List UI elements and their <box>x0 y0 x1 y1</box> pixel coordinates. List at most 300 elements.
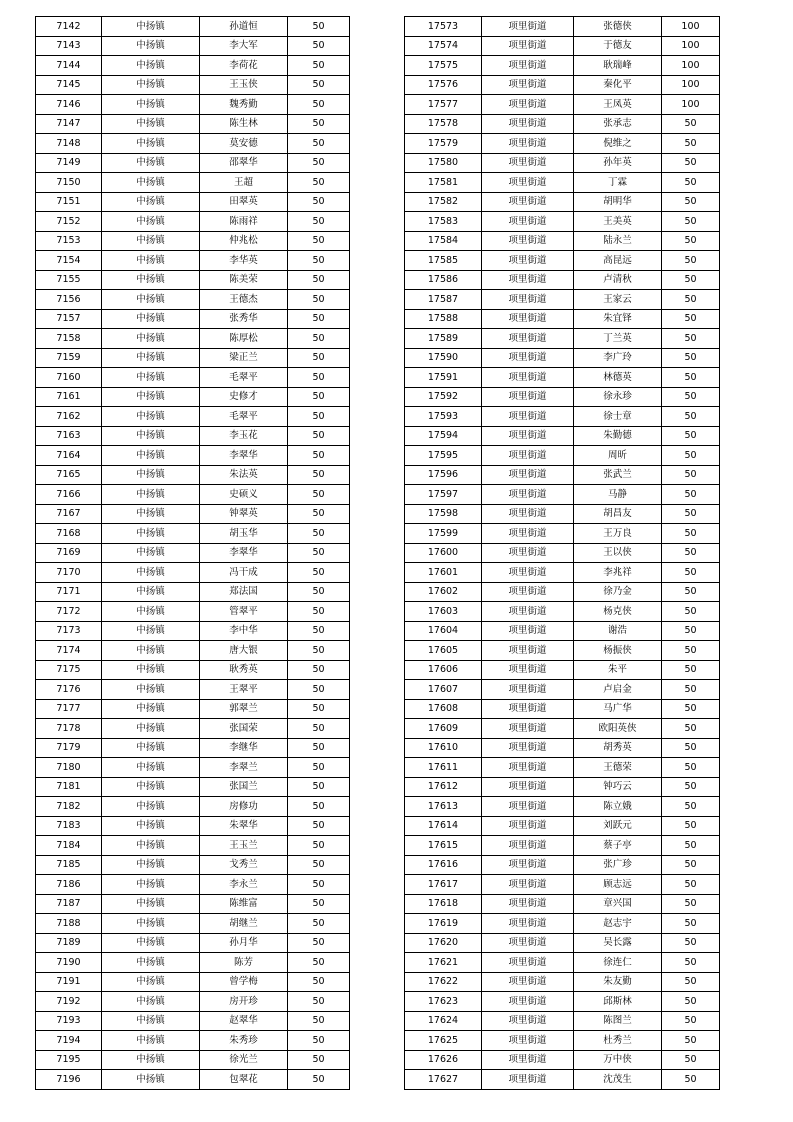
serial-number-cell: 7175 <box>36 660 102 680</box>
serial-number-cell: 17597 <box>405 485 482 505</box>
table-row <box>36 1031 350 1051</box>
name-cell: 孙年英 <box>574 153 662 173</box>
serial-number-cell: 17576 <box>405 75 482 95</box>
name-cell: 高昆远 <box>574 251 662 271</box>
name-cell: 马广华 <box>574 699 662 719</box>
right-roster-table <box>404 16 720 1090</box>
town-cell: 项里街道 <box>482 212 574 232</box>
amount-cell: 50 <box>662 368 720 388</box>
amount-cell: 50 <box>288 309 350 329</box>
table-row <box>36 992 350 1012</box>
town-cell: 中扬镇 <box>102 270 200 290</box>
amount-cell: 50 <box>662 602 720 622</box>
town-cell: 中扬镇 <box>102 465 200 485</box>
name-cell: 陈维富 <box>200 894 288 914</box>
table-row <box>405 485 720 505</box>
amount-cell: 50 <box>662 173 720 193</box>
table-row <box>405 212 720 232</box>
table-row <box>36 582 350 602</box>
table-row <box>405 953 720 973</box>
amount-cell: 50 <box>662 699 720 719</box>
name-cell: 王凤英 <box>574 95 662 115</box>
amount-cell: 50 <box>288 192 350 212</box>
table-row <box>36 56 350 76</box>
serial-number-cell: 17606 <box>405 660 482 680</box>
table-row <box>36 1011 350 1031</box>
town-cell: 项里街道 <box>482 641 574 661</box>
table-row <box>405 933 720 953</box>
amount-cell: 50 <box>662 251 720 271</box>
amount-cell: 50 <box>662 758 720 778</box>
name-cell: 李永兰 <box>200 875 288 895</box>
name-cell: 毛翠平 <box>200 407 288 427</box>
name-cell: 耿瑞峰 <box>574 56 662 76</box>
name-cell: 唐大银 <box>200 641 288 661</box>
serial-number-cell: 17588 <box>405 309 482 329</box>
table-row <box>405 465 720 485</box>
name-cell: 李中华 <box>200 621 288 641</box>
name-cell: 朱法英 <box>200 465 288 485</box>
serial-number-cell: 7188 <box>36 914 102 934</box>
amount-cell: 50 <box>288 582 350 602</box>
table-row <box>36 387 350 407</box>
name-cell: 李翠华 <box>200 446 288 466</box>
serial-number-cell: 7147 <box>36 114 102 134</box>
table-row <box>36 953 350 973</box>
amount-cell: 50 <box>288 56 350 76</box>
town-cell: 中扬镇 <box>102 114 200 134</box>
serial-number-cell: 7176 <box>36 680 102 700</box>
left-roster-table <box>35 16 350 1090</box>
town-cell: 中扬镇 <box>102 797 200 817</box>
serial-number-cell: 7174 <box>36 641 102 661</box>
right-roster-body <box>405 17 720 1090</box>
amount-cell: 50 <box>662 153 720 173</box>
serial-number-cell: 17621 <box>405 953 482 973</box>
serial-number-cell: 17577 <box>405 95 482 115</box>
serial-number-cell: 7192 <box>36 992 102 1012</box>
table-row <box>405 894 720 914</box>
town-cell: 中扬镇 <box>102 1050 200 1070</box>
table-row <box>36 699 350 719</box>
table-row <box>405 1070 720 1090</box>
table-row <box>36 602 350 622</box>
amount-cell: 50 <box>288 1070 350 1090</box>
serial-number-cell: 17618 <box>405 894 482 914</box>
name-cell: 李大军 <box>200 36 288 56</box>
name-cell: 孙月华 <box>200 933 288 953</box>
town-cell: 中扬镇 <box>102 933 200 953</box>
table-row <box>36 465 350 485</box>
amount-cell: 50 <box>288 914 350 934</box>
serial-number-cell: 7166 <box>36 485 102 505</box>
table-row <box>36 719 350 739</box>
town-cell: 项里街道 <box>482 992 574 1012</box>
amount-cell: 50 <box>288 641 350 661</box>
name-cell: 王家云 <box>574 290 662 310</box>
town-cell: 项里街道 <box>482 56 574 76</box>
table-row <box>405 309 720 329</box>
town-cell: 项里街道 <box>482 173 574 193</box>
table-row <box>36 621 350 641</box>
table-row <box>405 914 720 934</box>
name-cell: 徐永珍 <box>574 387 662 407</box>
serial-number-cell: 17614 <box>405 816 482 836</box>
town-cell: 项里街道 <box>482 894 574 914</box>
amount-cell: 100 <box>662 56 720 76</box>
table-row <box>36 407 350 427</box>
serial-number-cell: 7184 <box>36 836 102 856</box>
table-row <box>405 95 720 115</box>
table-row <box>36 933 350 953</box>
table-row <box>405 602 720 622</box>
name-cell: 李翠兰 <box>200 758 288 778</box>
table-row <box>405 797 720 817</box>
table-row <box>405 816 720 836</box>
name-cell: 丁霖 <box>574 173 662 193</box>
serial-number-cell: 17593 <box>405 407 482 427</box>
town-cell: 中扬镇 <box>102 914 200 934</box>
name-cell: 赵翠华 <box>200 1011 288 1031</box>
town-cell: 中扬镇 <box>102 582 200 602</box>
name-cell: 胡玉华 <box>200 524 288 544</box>
town-cell: 项里街道 <box>482 758 574 778</box>
town-cell: 项里街道 <box>482 309 574 329</box>
table-row <box>36 95 350 115</box>
amount-cell: 50 <box>662 660 720 680</box>
town-cell: 项里街道 <box>482 368 574 388</box>
town-cell: 项里街道 <box>482 563 574 583</box>
table-row <box>36 816 350 836</box>
serial-number-cell: 7149 <box>36 153 102 173</box>
name-cell: 陈雨祥 <box>200 212 288 232</box>
table-row <box>405 972 720 992</box>
name-cell: 张国兰 <box>200 777 288 797</box>
serial-number-cell: 7179 <box>36 738 102 758</box>
town-cell: 中扬镇 <box>102 368 200 388</box>
serial-number-cell: 7143 <box>36 36 102 56</box>
table-row <box>36 563 350 583</box>
table-row <box>36 290 350 310</box>
name-cell: 徐光兰 <box>200 1050 288 1070</box>
table-row <box>405 621 720 641</box>
table-row <box>405 251 720 271</box>
amount-cell: 50 <box>662 797 720 817</box>
amount-cell: 50 <box>288 212 350 232</box>
amount-cell: 50 <box>662 504 720 524</box>
name-cell: 丁兰英 <box>574 329 662 349</box>
town-cell: 项里街道 <box>482 231 574 251</box>
amount-cell: 50 <box>288 387 350 407</box>
amount-cell: 50 <box>288 543 350 563</box>
amount-cell: 50 <box>662 582 720 602</box>
name-cell: 徐士章 <box>574 407 662 427</box>
name-cell: 张承志 <box>574 114 662 134</box>
table-row <box>405 192 720 212</box>
town-cell: 项里街道 <box>482 251 574 271</box>
table-row <box>405 504 720 524</box>
table-row <box>405 348 720 368</box>
serial-number-cell: 17599 <box>405 524 482 544</box>
town-cell: 中扬镇 <box>102 602 200 622</box>
amount-cell: 50 <box>288 875 350 895</box>
town-cell: 项里街道 <box>482 95 574 115</box>
table-row <box>36 231 350 251</box>
name-cell: 张德侠 <box>574 17 662 37</box>
serial-number-cell: 7190 <box>36 953 102 973</box>
name-cell: 王玉兰 <box>200 836 288 856</box>
amount-cell: 50 <box>288 1031 350 1051</box>
name-cell: 张武兰 <box>574 465 662 485</box>
town-cell: 项里街道 <box>482 153 574 173</box>
amount-cell: 50 <box>662 563 720 583</box>
serial-number-cell: 7152 <box>36 212 102 232</box>
town-cell: 项里街道 <box>482 1031 574 1051</box>
amount-cell: 50 <box>662 485 720 505</box>
name-cell: 曾学梅 <box>200 972 288 992</box>
name-cell: 冯干成 <box>200 563 288 583</box>
amount-cell: 50 <box>662 1070 720 1090</box>
amount-cell: 50 <box>288 563 350 583</box>
table-row <box>36 309 350 329</box>
amount-cell: 50 <box>288 660 350 680</box>
table-row <box>36 75 350 95</box>
town-cell: 中扬镇 <box>102 36 200 56</box>
table-row <box>405 173 720 193</box>
town-cell: 项里街道 <box>482 933 574 953</box>
serial-number-cell: 7182 <box>36 797 102 817</box>
town-cell: 中扬镇 <box>102 75 200 95</box>
amount-cell: 100 <box>662 36 720 56</box>
amount-cell: 50 <box>662 914 720 934</box>
name-cell: 王超 <box>200 173 288 193</box>
serial-number-cell: 7157 <box>36 309 102 329</box>
table-row <box>36 777 350 797</box>
serial-number-cell: 7196 <box>36 1070 102 1090</box>
town-cell: 中扬镇 <box>102 309 200 329</box>
table-row <box>405 680 720 700</box>
amount-cell: 50 <box>662 231 720 251</box>
table-row <box>405 368 720 388</box>
name-cell: 王德荣 <box>574 758 662 778</box>
serial-number-cell: 17590 <box>405 348 482 368</box>
amount-cell: 50 <box>288 485 350 505</box>
serial-number-cell: 17611 <box>405 758 482 778</box>
name-cell: 倪维之 <box>574 134 662 154</box>
serial-number-cell: 7160 <box>36 368 102 388</box>
amount-cell: 50 <box>288 348 350 368</box>
table-row <box>405 329 720 349</box>
town-cell: 中扬镇 <box>102 329 200 349</box>
name-cell: 陈芳 <box>200 953 288 973</box>
serial-number-cell: 17625 <box>405 1031 482 1051</box>
table-row <box>36 680 350 700</box>
serial-number-cell: 7146 <box>36 95 102 115</box>
serial-number-cell: 17627 <box>405 1070 482 1090</box>
amount-cell: 50 <box>662 836 720 856</box>
serial-number-cell: 17602 <box>405 582 482 602</box>
amount-cell: 50 <box>288 953 350 973</box>
amount-cell: 50 <box>288 602 350 622</box>
serial-number-cell: 17624 <box>405 1011 482 1031</box>
table-row <box>36 368 350 388</box>
serial-number-cell: 17596 <box>405 465 482 485</box>
name-cell: 朱秀珍 <box>200 1031 288 1051</box>
town-cell: 中扬镇 <box>102 816 200 836</box>
name-cell: 耿秀英 <box>200 660 288 680</box>
amount-cell: 50 <box>288 270 350 290</box>
serial-number-cell: 7178 <box>36 719 102 739</box>
table-row <box>405 1050 720 1070</box>
name-cell: 章兴国 <box>574 894 662 914</box>
town-cell: 项里街道 <box>482 290 574 310</box>
town-cell: 项里街道 <box>482 1070 574 1090</box>
name-cell: 王玉侠 <box>200 75 288 95</box>
town-cell: 项里街道 <box>482 836 574 856</box>
town-cell: 中扬镇 <box>102 953 200 973</box>
serial-number-cell: 7172 <box>36 602 102 622</box>
town-cell: 项里街道 <box>482 855 574 875</box>
amount-cell: 50 <box>662 777 720 797</box>
serial-number-cell: 7163 <box>36 426 102 446</box>
name-cell: 朱勤德 <box>574 426 662 446</box>
town-cell: 项里街道 <box>482 134 574 154</box>
name-cell: 毛翠平 <box>200 368 288 388</box>
amount-cell: 50 <box>662 738 720 758</box>
amount-cell: 50 <box>662 680 720 700</box>
town-cell: 项里街道 <box>482 387 574 407</box>
table-row <box>405 426 720 446</box>
name-cell: 胡继兰 <box>200 914 288 934</box>
town-cell: 中扬镇 <box>102 290 200 310</box>
name-cell: 陈图兰 <box>574 1011 662 1031</box>
name-cell: 吴长露 <box>574 933 662 953</box>
name-cell: 陆永兰 <box>574 231 662 251</box>
name-cell: 徐乃金 <box>574 582 662 602</box>
name-cell: 张国荣 <box>200 719 288 739</box>
serial-number-cell: 7185 <box>36 855 102 875</box>
name-cell: 于德友 <box>574 36 662 56</box>
town-cell: 项里街道 <box>482 504 574 524</box>
town-cell: 中扬镇 <box>102 543 200 563</box>
name-cell: 徐连仁 <box>574 953 662 973</box>
name-cell: 陈立娥 <box>574 797 662 817</box>
serial-number-cell: 7156 <box>36 290 102 310</box>
amount-cell: 50 <box>288 368 350 388</box>
table-row <box>36 192 350 212</box>
amount-cell: 50 <box>288 290 350 310</box>
name-cell: 欧阳英侠 <box>574 719 662 739</box>
amount-cell: 50 <box>288 134 350 154</box>
table-row <box>36 1050 350 1070</box>
town-cell: 中扬镇 <box>102 855 200 875</box>
serial-number-cell: 7167 <box>36 504 102 524</box>
serial-number-cell: 17622 <box>405 972 482 992</box>
town-cell: 中扬镇 <box>102 348 200 368</box>
table-row <box>36 134 350 154</box>
serial-number-cell: 17583 <box>405 212 482 232</box>
table-row <box>405 992 720 1012</box>
town-cell: 中扬镇 <box>102 192 200 212</box>
table-row <box>405 524 720 544</box>
name-cell: 赵志宇 <box>574 914 662 934</box>
name-cell: 李兆祥 <box>574 563 662 583</box>
serial-number-cell: 17608 <box>405 699 482 719</box>
town-cell: 项里街道 <box>482 1050 574 1070</box>
town-cell: 项里街道 <box>482 446 574 466</box>
serial-number-cell: 17591 <box>405 368 482 388</box>
name-cell: 陈生林 <box>200 114 288 134</box>
serial-number-cell: 17584 <box>405 231 482 251</box>
name-cell: 郑法国 <box>200 582 288 602</box>
serial-number-cell: 17598 <box>405 504 482 524</box>
table-row <box>36 1070 350 1090</box>
name-cell: 胡秀英 <box>574 738 662 758</box>
town-cell: 中扬镇 <box>102 660 200 680</box>
amount-cell: 50 <box>288 524 350 544</box>
left-roster-body <box>36 17 350 1090</box>
name-cell: 魏秀勤 <box>200 95 288 115</box>
serial-number-cell: 17623 <box>405 992 482 1012</box>
town-cell: 中扬镇 <box>102 134 200 154</box>
amount-cell: 50 <box>288 738 350 758</box>
name-cell: 王美英 <box>574 212 662 232</box>
town-cell: 中扬镇 <box>102 407 200 427</box>
amount-cell: 50 <box>288 816 350 836</box>
serial-number-cell: 7194 <box>36 1031 102 1051</box>
table-row <box>405 1011 720 1031</box>
town-cell: 中扬镇 <box>102 1011 200 1031</box>
table-row <box>405 777 720 797</box>
name-cell: 李广玲 <box>574 348 662 368</box>
name-cell: 管翠平 <box>200 602 288 622</box>
name-cell: 李玉花 <box>200 426 288 446</box>
town-cell: 中扬镇 <box>102 680 200 700</box>
table-row <box>405 153 720 173</box>
serial-number-cell: 17601 <box>405 563 482 583</box>
town-cell: 项里街道 <box>482 465 574 485</box>
town-cell: 项里街道 <box>482 270 574 290</box>
serial-number-cell: 17612 <box>405 777 482 797</box>
serial-number-cell: 17586 <box>405 270 482 290</box>
table-row <box>36 758 350 778</box>
amount-cell: 50 <box>288 933 350 953</box>
name-cell: 王德杰 <box>200 290 288 310</box>
serial-number-cell: 17595 <box>405 446 482 466</box>
table-row <box>36 426 350 446</box>
name-cell: 邵翠华 <box>200 153 288 173</box>
name-cell: 邱斯林 <box>574 992 662 1012</box>
serial-number-cell: 7169 <box>36 543 102 563</box>
table-row <box>36 524 350 544</box>
amount-cell: 50 <box>662 348 720 368</box>
town-cell: 中扬镇 <box>102 563 200 583</box>
town-cell: 中扬镇 <box>102 777 200 797</box>
serial-number-cell: 7151 <box>36 192 102 212</box>
table-row <box>36 836 350 856</box>
table-row <box>36 348 350 368</box>
serial-number-cell: 17581 <box>405 173 482 193</box>
name-cell: 李华英 <box>200 251 288 271</box>
table-row <box>36 36 350 56</box>
name-cell: 蔡子亭 <box>574 836 662 856</box>
town-cell: 中扬镇 <box>102 875 200 895</box>
name-cell: 李荷花 <box>200 56 288 76</box>
town-cell: 中扬镇 <box>102 1031 200 1051</box>
name-cell: 张秀华 <box>200 309 288 329</box>
town-cell: 中扬镇 <box>102 95 200 115</box>
town-cell: 项里街道 <box>482 582 574 602</box>
